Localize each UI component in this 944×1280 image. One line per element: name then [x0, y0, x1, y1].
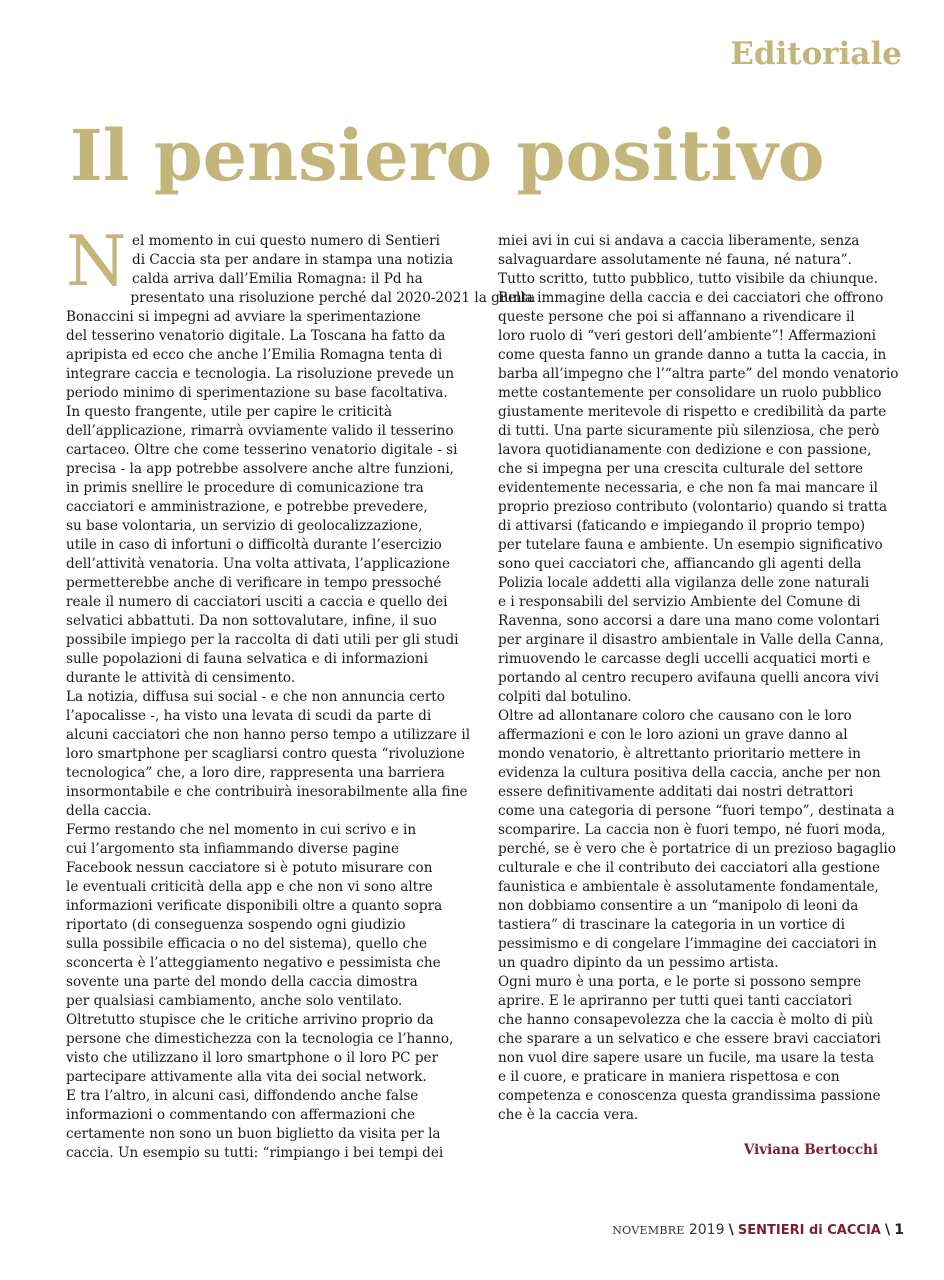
text-line: visto che utilizzano il loro smartphone o il loro PC per [66, 1050, 439, 1066]
text-line: sovente una parte del mondo della caccia dimostra [66, 974, 418, 990]
text-line: proprio prezioso contributo (volontario) quando si tratta [498, 499, 888, 515]
text-line: non dobbiamo consentire a un “manipolo di leoni da [498, 898, 859, 914]
text-line: competenza e conoscenza questa grandissima passione [498, 1088, 881, 1104]
text-line: che hanno consapevolezza che la caccia è molto di più [498, 1012, 874, 1028]
article-column-right [498, 232, 899, 1125]
text-line: utile in caso di infortuni o difficoltà durante l’esercizio [66, 537, 442, 553]
text-line: loro smartphone per scagliarsi contro questa “rivoluzione [66, 746, 465, 762]
text-line: possibile impiego per la raccolta di dati utili per gli studi [66, 632, 459, 648]
footer-page-number: 1 [894, 1222, 904, 1238]
text-line: La notizia, diffusa sui social - e che non annuncia certo [66, 689, 445, 705]
text-line: e i responsabili del servizio Ambiente del Comune di [498, 594, 861, 610]
text-line: Facebook nessun cacciatore si è potuto misurare con [66, 860, 433, 876]
text-line: calda arriva dall’Emilia Romagna: il Pd ha [132, 271, 423, 287]
text-line: come una categoria di persone “fuori tempo”, destinata a [498, 803, 895, 819]
text-line: mondo venatorio, è altrettanto prioritario mettere in [498, 746, 861, 762]
text-line: miei avi in cui si andava a caccia liberamente, senza [498, 233, 860, 249]
text-line: della caccia. [66, 803, 152, 819]
text-line: Polizia locale addetti alla vigilanza delle zone naturali [498, 575, 870, 591]
text-line: periodo minimo di sperimentazione su base facoltativa. [66, 385, 448, 401]
text-line: cacciatori e amministrazione, e potrebbe prevedere, [66, 499, 428, 515]
text-line: del tesserino venatorio digitale. La Toscana ha fatto da [66, 328, 446, 344]
footer-month: NOVEMBRE [612, 1224, 685, 1237]
text-line: faunistica e ambientale è assolutamente fondamentale, [498, 879, 879, 895]
text-line: durante le attività di censimento. [66, 670, 296, 686]
text-line: culturale e che il contributo dei cacciatori alla gestione [498, 860, 881, 876]
text-line: evidenza la cultura positiva della caccia, anche per non [498, 765, 881, 781]
footer-separator: \ [884, 1222, 891, 1238]
text-line: informazioni o commentando con affermazioni che [66, 1107, 416, 1123]
text-line: di Caccia sta per andare in stampa una notizia [132, 252, 454, 268]
article-column-left [66, 222, 536, 1163]
text-line: integrare caccia e tecnologia. La risoluzione prevede un [66, 366, 455, 382]
text-line: cui l’argomento sta infiammando diverse pagine [66, 841, 400, 857]
text-line: Tutto scritto, tutto pubblico, tutto visibile da chiunque. [498, 271, 879, 287]
text-line: Oltretutto stupisce che le critiche arrivino proprio da [66, 1012, 434, 1028]
drop-cap: N [66, 222, 127, 302]
text-line: presentato una risoluzione perché dal 2020-2021 la giunta [130, 290, 536, 306]
text-line: In questo frangente, utile per capire le criticità [66, 404, 392, 420]
footer-magazine-name: SENTIERI di CACCIA [737, 1223, 881, 1238]
text-line: come questa fanno un grande danno a tutta la caccia, in [498, 347, 887, 363]
text-line: che sparare a un selvatico e che essere bravi cacciatori [498, 1031, 881, 1047]
text-line: apripista ed ecco che anche l’Emilia Romagna tenta di [66, 347, 443, 363]
text-line: Bonaccini si impegni ad avviare la sperimentazione [66, 309, 421, 325]
text-line: perché, se è vero che è portatrice di un prezioso bagaglio [498, 841, 896, 857]
text-line: persone che dimestichezza con la tecnologia ce l’hanno, [66, 1031, 454, 1047]
text-line: Bella immagine della caccia e dei cacciatori che offrono [498, 290, 884, 306]
text-line: reale il numero di cacciatori usciti a caccia e quello dei [66, 594, 448, 610]
author-signature: Viviana Bertocchi [743, 1142, 878, 1158]
text-line: aprire. E le apriranno per tutti quei tanti cacciatori [498, 993, 852, 1009]
text-line: Ravenna, sono accorsi a dare una mano come volontari [498, 613, 880, 629]
text-line: precisa - la app potrebbe assolvere anche altre funzioni, [66, 461, 454, 477]
text-line: sulla possibile efficacia o no del sistema), quello che [66, 936, 427, 952]
text-line: queste persone che poi si affannano a rivendicare il [498, 309, 855, 325]
article-title: Il pensiero positivo [70, 114, 825, 197]
text-line: tastiera” di trascinare la categoria in un vortice di [498, 917, 845, 933]
left-column-text [66, 222, 536, 1163]
text-line: le eventuali criticità della app e che non vi sono altre [66, 879, 433, 895]
text-line: E tra l’altro, in alcuni casi, diffondendo anche false [66, 1088, 419, 1104]
text-line: colpiti dal botulino. [498, 689, 632, 705]
text-line: giustamente meritevole di rispetto e credibilità da parte [498, 404, 887, 420]
text-line: partecipare attivamente alla vita dei social network. [66, 1069, 427, 1085]
text-line: informazioni verificate disponibili oltre a quanto sopra [66, 898, 443, 914]
text-line: sulle popolazioni di fauna selvatica e di informazioni [66, 651, 428, 667]
text-line: un quadro dipinto da un pessimo artista. [498, 955, 779, 971]
text-line: tecnologica” che, a loro dire, rappresenta una barriera [66, 765, 445, 781]
text-line: Oltre ad allontanare coloro che causano con le loro [498, 708, 852, 724]
text-line: e il cuore, e praticare in maniera rispettosa e con [498, 1069, 840, 1085]
text-line: di tutti. Una parte sicuramente più silenziosa, che però [498, 423, 880, 439]
text-line: riportato (di conseguenza sospendo ogni giudizio [66, 917, 406, 933]
text-line: Ogni muro è una porta, e le porte si possono sempre [498, 974, 862, 990]
text-line: insormontabile e che contribuirà inesorabilmente alla fine [66, 784, 468, 800]
text-line: rimuovendo le carcasse degli uccelli acquatici morti e [498, 651, 871, 667]
text-line: dell’attività venatoria. Una volta attivata, l’applicazione [66, 556, 451, 572]
text-line: lavora quotidianamente con dedizione e con passione, [498, 442, 872, 458]
text-line: di attivarsi (faticando e impiegando il proprio tempo) [498, 518, 866, 534]
text-line: per arginare il disastro ambientale in Valle della Canna, [498, 632, 885, 648]
text-line: mette costantemente per consolidare un ruolo pubblico [498, 385, 882, 401]
footer-separator: \ [728, 1222, 734, 1238]
text-line: cartaceo. Oltre che come tesserino venatorio digitale - si [66, 442, 458, 458]
text-line: caccia. Un esempio su tutti: “rimpiango i bei tempi dei [66, 1145, 444, 1161]
right-column-text [498, 232, 899, 1125]
footer-year: 2019 [688, 1222, 725, 1238]
text-line: evidentemente necessaria, e che non fa mai mancare il [498, 480, 878, 496]
text-line: su base volontaria, un servizio di geolocalizzazione, [66, 518, 423, 534]
text-line: alcuni cacciatori che non hanno perso tempo a utilizzare il [66, 727, 471, 743]
text-line: per qualsiasi cambiamento, anche solo ventilato. [66, 993, 403, 1009]
text-line: scomparire. La caccia non è fuori tempo, né fuori moda, [498, 822, 886, 838]
text-line: l’apocalisse -, ha visto una levata di scudi da parte di [66, 708, 432, 724]
text-line: Fermo restando che nel momento in cui scrivo e in [66, 822, 417, 838]
text-line: essere definitivamente additati dai nostri detrattori [498, 784, 854, 800]
text-line: el momento in cui questo numero di Sentieri [132, 233, 440, 249]
text-line: loro ruolo di “veri gestori dell’ambiente”! Affermazioni [498, 328, 876, 344]
text-line: per tutelare fauna e ambiente. Un esempio significativo [498, 537, 883, 553]
section-label: Editoriale [730, 36, 902, 72]
text-line: pessimismo e di congelare l’immagine dei cacciatori in [498, 936, 877, 952]
text-line: sconcerta è l’atteggiamento negativo e pessimista che [66, 955, 441, 971]
text-line: in primis snellire le procedure di comunicazione tra [66, 480, 424, 496]
text-line: che è la caccia vera. [498, 1107, 639, 1123]
text-line: selvatici abbattuti. Da non sottovalutare, infine, il suo [66, 613, 437, 629]
text-line: salvaguardare assolutamente né fauna, né natura”. [498, 252, 852, 268]
text-line: permetterebbe anche di verificare in tempo pressoché [66, 575, 442, 591]
page-footer [612, 1222, 904, 1238]
text-line: portando al centro recupero avifauna quelli ancora vivi [498, 670, 879, 686]
text-line: dell’applicazione, rimarrà ovviamente valido il tesserino [66, 423, 454, 439]
text-line: che si impegna per una crescita culturale del settore [498, 461, 864, 477]
text-line: sono quei cacciatori che, affiancando gli agenti della [498, 556, 862, 572]
text-line: barba all’impegno che l’“altra parte” del mondo venatorio [498, 366, 899, 382]
text-line: non vuol dire sapere usare un fucile, ma usare la testa [498, 1050, 875, 1066]
text-line: affermazioni e con le loro azioni un grave danno al [498, 727, 848, 743]
text-line: certamente non sono un buon biglietto da visita per la [66, 1126, 441, 1142]
